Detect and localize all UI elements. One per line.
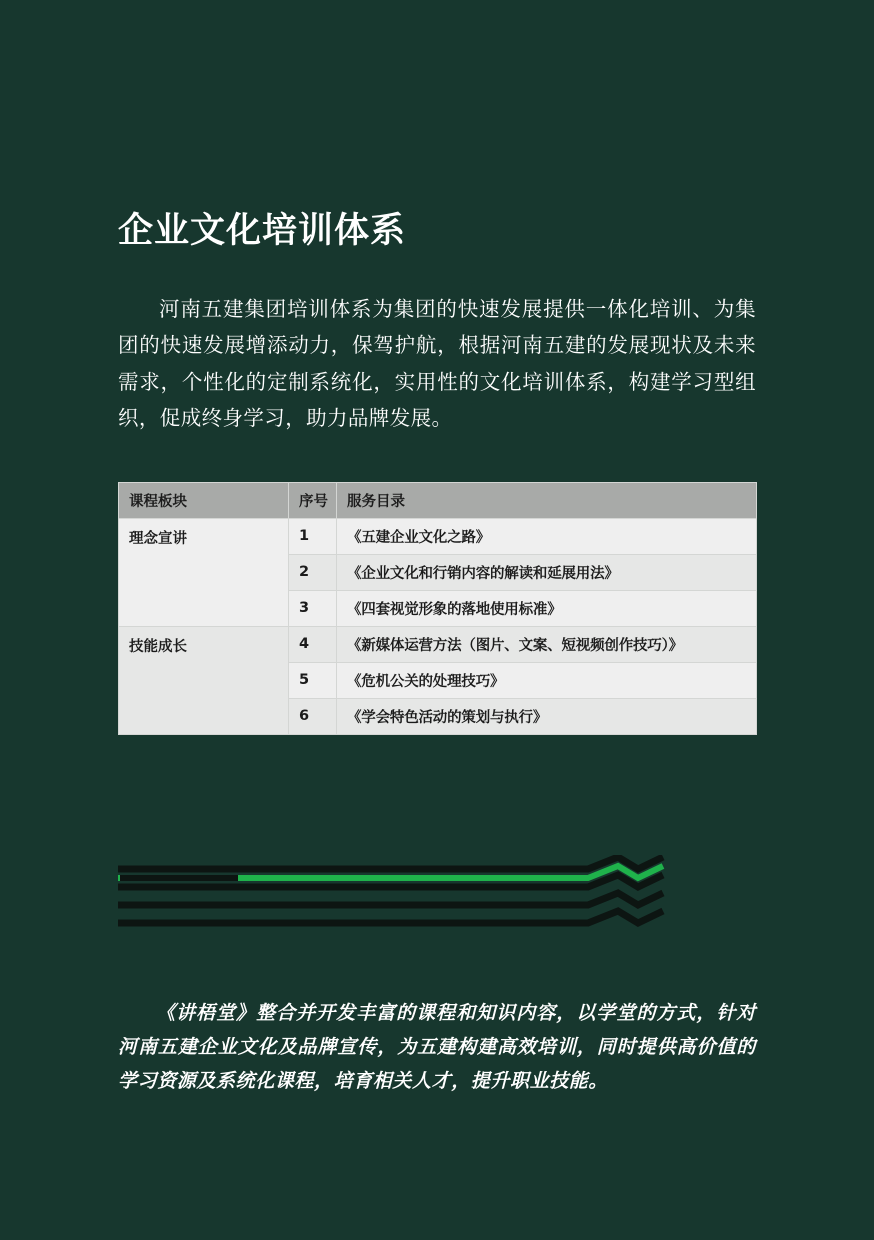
table-row [119, 626, 757, 662]
table-cell-seq: 5 [289, 662, 337, 698]
decorative-stripes-graphic [118, 855, 758, 930]
table-cell-block: 技能成长 [119, 626, 289, 734]
course-table [118, 482, 757, 735]
table-cell-block: 理念宣讲 [119, 518, 289, 626]
table-cell-seq: 4 [289, 626, 337, 662]
table-header-row [119, 482, 757, 518]
content-area [118, 210, 756, 735]
table-cell-catalog: 《新媒体运营方法（图片、文案、短视频创作技巧）》 [337, 626, 757, 662]
table-row [119, 518, 757, 554]
table-cell-catalog: 《危机公关的处理技巧》 [337, 662, 757, 698]
closing-paragraph: 《讲梧堂》整合并开发丰富的课程和知识内容，以学堂的方式，针对河南五建企业文化及品牌宣传，为五建构建高效培训，同时提供高价值的学习资源及系统化课程，培育相关人才，提升职业技能。 [118, 1003, 756, 1093]
table-header-cell-block: 课程板块 [119, 482, 289, 518]
page-title: 企业文化培训体系 [118, 211, 407, 251]
table-cell-seq: 3 [289, 590, 337, 626]
table-header-cell-catalog: 服务目录 [337, 482, 757, 518]
table-cell-seq: 6 [289, 698, 337, 734]
table-cell-catalog: 《企业文化和行销内容的解读和延展用法》 [337, 554, 757, 590]
intro-paragraph: 河南五建集团培训体系为集团的快速发展提供一体化培训、为集团的快速发展增添动力，保驾护航，根据河南五建的发展现状及未来需求，个性化的定制系统化，实用性的文化培训体系，构建学习型组织，促成终身学习，助力品牌发展。 [118, 299, 756, 431]
table-cell-catalog: 《学会特色活动的策划与执行》 [337, 698, 757, 734]
table-cell-seq: 2 [289, 554, 337, 590]
table-header-cell-seq: 序号 [289, 482, 337, 518]
table-cell-catalog: 《四套视觉形象的落地使用标准》 [337, 590, 757, 626]
table-cell-catalog: 《五建企业文化之路》 [337, 518, 757, 554]
table-cell-seq: 1 [289, 518, 337, 554]
